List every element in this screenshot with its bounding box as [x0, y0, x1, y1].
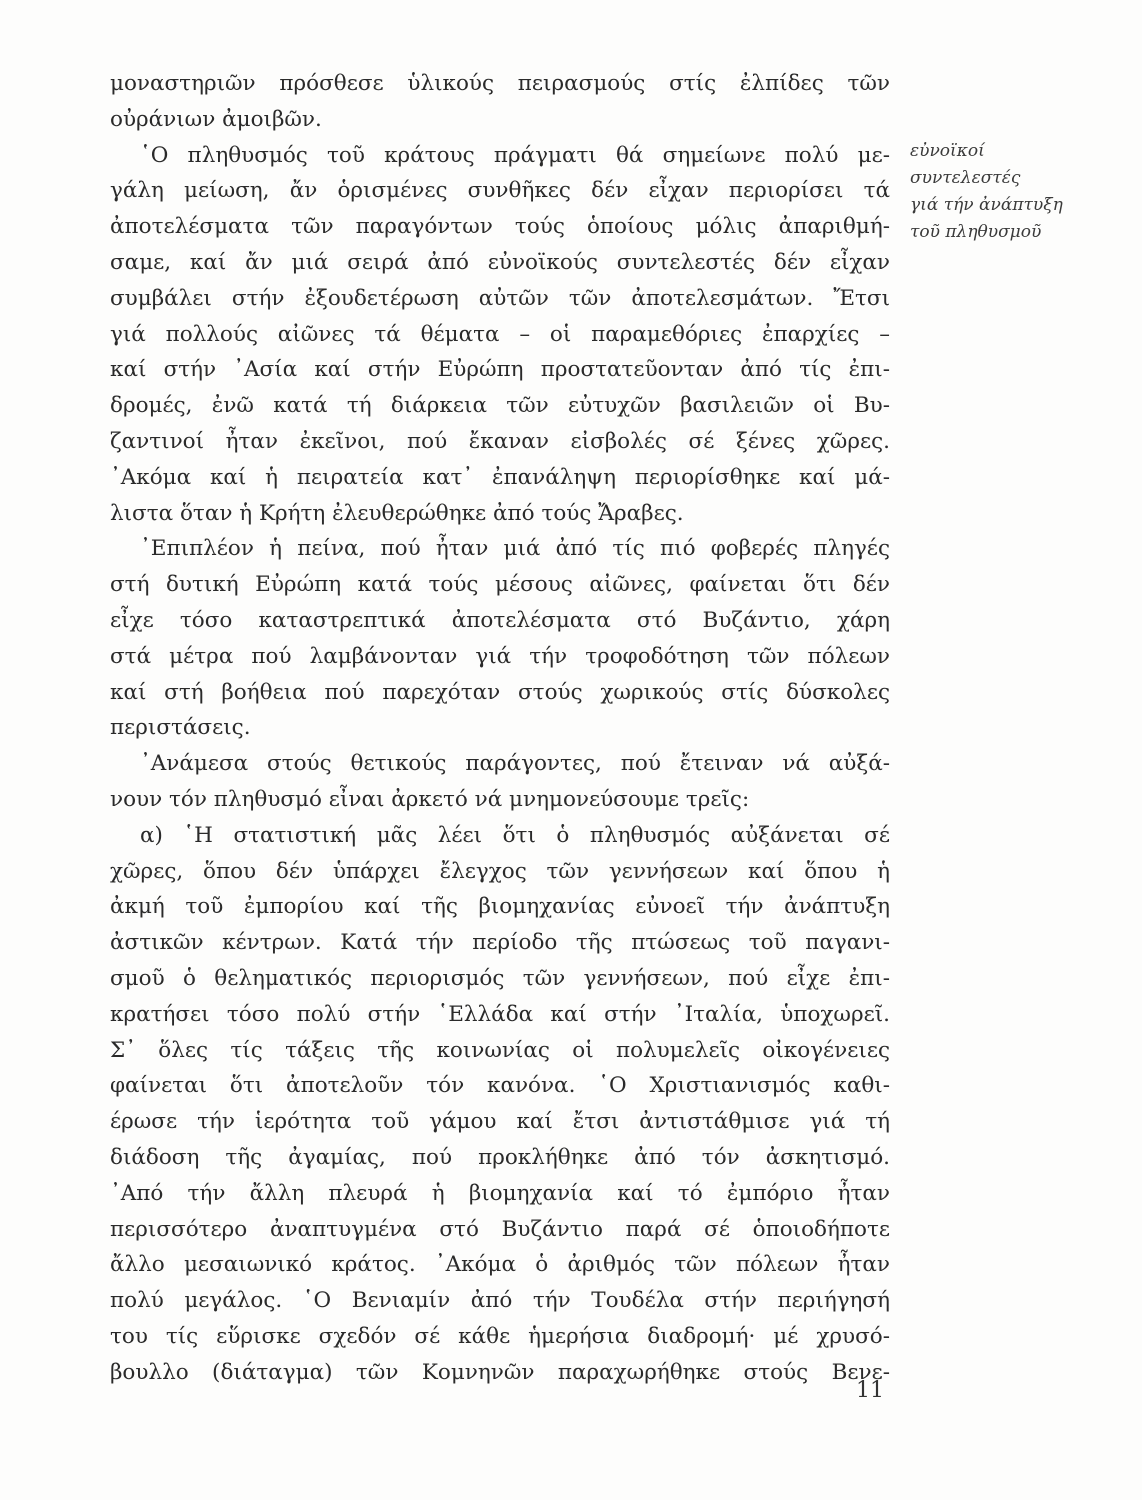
margin-note-line: εὐνοϊκοί [910, 141, 985, 161]
margin-note-line: συντελεστές [910, 168, 1021, 188]
text-line: σαμε, καί ἄν μιά σειρά ἀπό εὐνοϊκούς συντελεστές δέν εἶχαν [110, 249, 890, 275]
text-line: του τίς εὕρισκε σχεδόν σέ κάθε ἡμερήσια διαδρομή· μέ χρυσό- [110, 1323, 890, 1349]
text-line: πολύ μεγάλος. ῾Ο Βενιαμίν ἀπό τήν Τουδέλα στήν περιήγησή [110, 1288, 890, 1314]
text-line: ἀποτελέσματα τῶν παραγόντων τούς ὁποίους μόλις ἀπαριθμή- [110, 214, 890, 240]
margin-note-line: τοῦ πληθυσμοῦ [910, 222, 1042, 242]
text-line: λιστα ὅταν ἡ Κρήτη ἐλευθερώθηκε ἀπό τούς Ἄραβες. [110, 500, 684, 526]
text-line: φαίνεται ὅτι ἀποτελοῦν τόν κανόνα. ῾Ο Χριστιανισμός καθι- [110, 1073, 890, 1099]
text-line: α) ῾Η στατιστική μᾶς λέει ὅτι ὁ πληθυσμός αὐξάνεται σέ [140, 822, 890, 848]
text-line: εἶχε τόσο καταστρεπτικά ἀποτελέσματα στό Βυζάντιο, χάρη [110, 607, 890, 633]
text-line: δρομές, ἐνῶ κατά τή διάρκεια τῶν εὐτυχῶν βασιλειῶν οἱ Βυ- [110, 393, 890, 419]
text-line: περιστάσεις. [110, 715, 251, 741]
text-line: καί στή βοήθεια πού παρεχόταν στούς χωρικούς στίς δύσκολες [110, 679, 890, 705]
text-line: Σ᾿ ὅλες τίς τάξεις τῆς κοινωνίας οἱ πολυμελεῖς οἰκογένειες [110, 1037, 890, 1063]
text-line: στά μέτρα πού λαμβάνονταν γιά τήν τροφοδότηση τῶν πόλεων [110, 643, 890, 669]
text-line: στή δυτική Εὐρώπη κατά τούς μέσους αἰῶνες, φαίνεται ὅτι δέν [110, 572, 890, 598]
text-line: χῶρες, ὅπου δέν ὑπάρχει ἔλεγχος τῶν γεννήσεων καί ὅπου ἡ [110, 858, 890, 884]
text-line: μοναστηριῶν πρόσθεσε ὑλικούς πειρασμούς στίς ἐλπίδες τῶν [110, 71, 890, 96]
text-line: ῾Ο πληθυσμός τοῦ κράτους πράγματι θά σημείωνε πολύ με- [140, 142, 890, 168]
text-line: γιά πολλούς αἰῶνες τά θέματα – οἱ παραμεθόριες ἐπαρχίες – [110, 321, 890, 347]
text-line: συμβάλει στήν ἐξουδετέρωση αὐτῶν τῶν ἀποτελεσμάτων. Ἔτσι [110, 285, 890, 311]
text-line: ᾿Επιπλέον ἡ πείνα, πού ἦταν μιά ἀπό τίς πιό φοβερές πληγές [140, 536, 890, 562]
text-line: ἀστικῶν κέντρων. Κατά τήν περίοδο τῆς πτώσεως τοῦ παγανι- [110, 930, 890, 956]
text-line: οὐράνιων ἀμοιβῶν. [110, 106, 322, 132]
text-line: βουλλο (διάταγμα) τῶν Κομνηνῶν παραχωρήθηκε στούς Βενε- [110, 1359, 890, 1385]
page-number: 11 [856, 1378, 884, 1403]
text-line: κρατήσει τόσο πολύ στήν ῾Ελλάδα καί στήν ᾿Ιταλία, ὑποχωρεῖ. [110, 1001, 890, 1027]
text-line: ᾿Από τήν ἄλλη πλευρά ἡ βιομηχανία καί τό ἐμπόριο ἦταν [110, 1180, 890, 1206]
text-line: διάδοση τῆς ἀγαμίας, πού προκλήθηκε ἀπό τόν ἀσκητισμό. [110, 1144, 890, 1170]
text-line: νουν τόν πληθυσμό εἶναι ἀρκετό νά μνημονεύσουμε τρεῖς: [110, 786, 750, 812]
margin-note [910, 138, 1110, 246]
text-line: ᾿Ακόμα καί ἡ πειρατεία κατ᾿ ἐπανάληψη περιορίσθηκε καί μά- [110, 464, 890, 490]
body-text [110, 66, 890, 1390]
text-line: περισσότερο ἀναπτυγμένα στό Βυζάντιο παρά σέ ὁποιοδήποτε [110, 1216, 890, 1242]
text-line: γάλη μείωση, ἄν ὁρισμένες συνθῆκες δέν εἶχαν περιορίσει τά [110, 178, 890, 204]
text-line: ἄλλο μεσαιωνικό κράτος. ᾿Ακόμα ὁ ἀριθμός τῶν πόλεων ἦταν [110, 1252, 890, 1278]
text-line: έρωσε τήν ἱερότητα τοῦ γάμου καί ἔτσι ἀντιστάθμισε γιά τή [110, 1109, 890, 1135]
text-line: ᾿Ανάμεσα στούς θετικούς παράγοντες, πού ἔτειναν νά αὐξά- [140, 751, 890, 777]
text-line: ἀκμή τοῦ ἐμπορίου καί τῆς βιομηχανίας εὐνοεῖ τήν ἀνάπτυξη [110, 894, 890, 920]
text-line: καί στήν ᾿Ασία καί στήν Εὐρώπη προστατεῦονταν ἀπό τίς ἐπι- [110, 357, 890, 383]
text-line: σμοῦ ὁ θεληματικός περιορισμός τῶν γεννήσεων, πού εἶχε ἐπι- [110, 965, 890, 991]
margin-note-line: γιά τήν ἀνάπτυξη [910, 195, 1063, 215]
text-line: ζαντινοί ἦταν ἐκεῖνοι, πού ἔκαναν εἰσβολές σέ ξένες χῶρες. [110, 428, 890, 454]
